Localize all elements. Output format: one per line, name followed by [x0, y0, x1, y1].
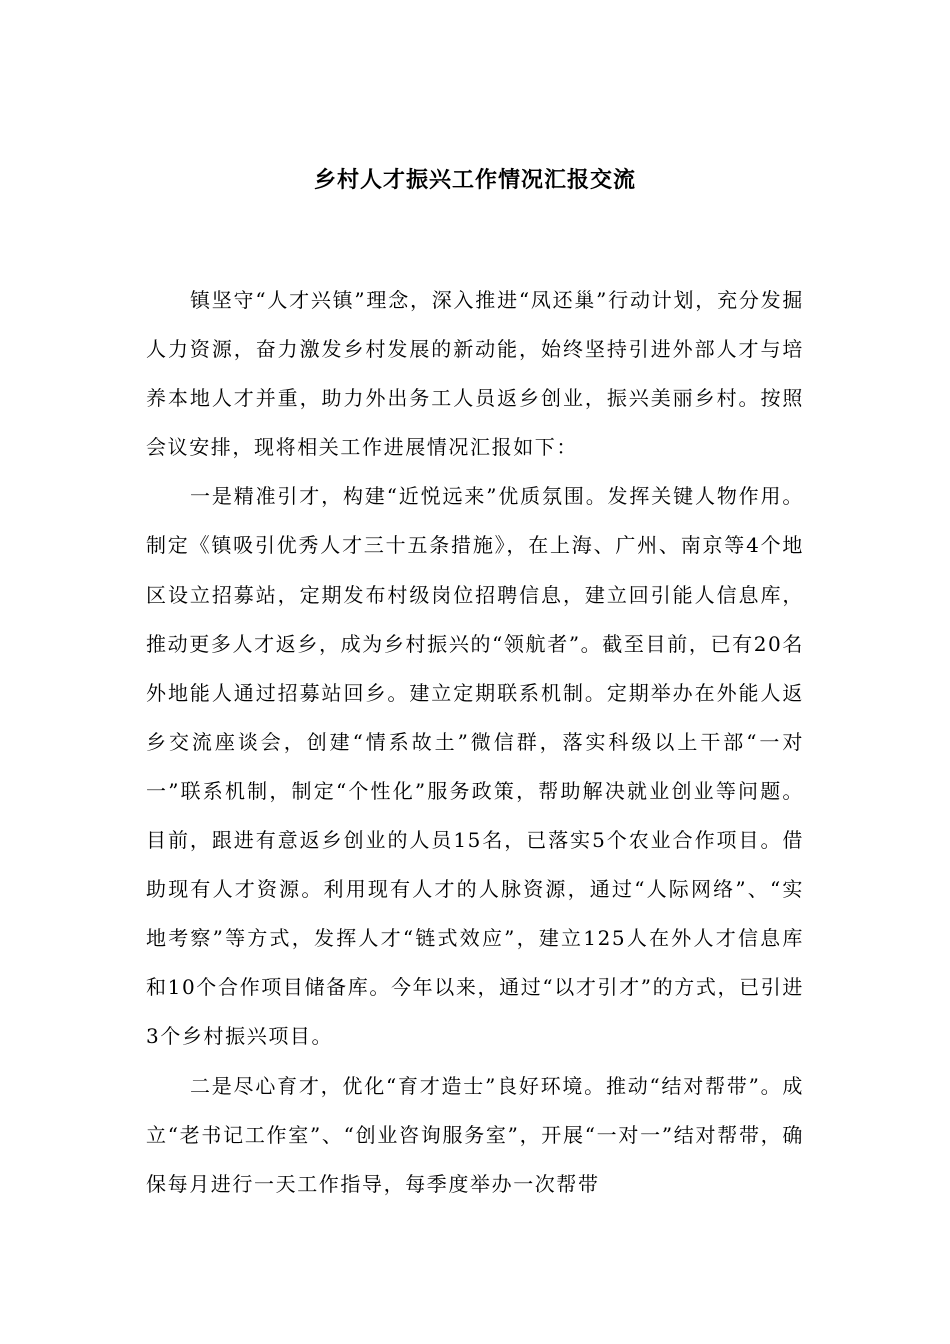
intro-paragraph: 镇坚守“人才兴镇”理念，深入推进“凤还巢”行动计划，充分发掘人力资源，奋力激发乡村发展的新动能，始终坚持引进外部人才与培养本地人才并重，助力外出务工人员返乡创业，振兴美丽乡村。按照会议安排，现将相关工作进展情况汇报如下：	[146, 288, 804, 460]
section-one-paragraph: 一是精准引才，构建“近悦远来”优质氛围。发挥关键人物作用。制定《镇吸引优秀人才三十五条措施》，在上海、广州、南京等4个地区设立招募站，定期发布村级岗位招聘信息，建立回引能人信息库，推动更多人才返乡，成为乡村振兴的“领航者”。截至目前，已有20名外地能人通过招募站回乡。建立定期联系机制。定期举办在外能人返乡交流座谈会，创建“情系故土”微信群，落实科级以上干部“一对一”联系机制，制定“个性化”服务政策，帮助解决就业创业等问题。目前，跟进有意返乡创业的人员15名，已落实5个农业合作项目。借助现有人才资源。利用现有人才的人脉资源，通过“人际网络”、“实地考察”等方式，发挥人才“链式效应”，建立125人在外人才信息库和10个合作项目储备库。今年以来，通过“以才引才”的方式，已引进3个乡村振兴项目。	[146, 484, 804, 1049]
document-title: 乡村人才振兴工作情况汇报交流	[313, 167, 636, 193]
section-two-paragraph: 二是尽心育才，优化“育才造士”良好环境。推动“结对帮带”。成立“老书记工作室”、“创业咨询服务室”，开展“一对一”结对帮带，确保每月进行一天工作指导，每季度举办一次帮带	[146, 1073, 804, 1196]
document-body	[146, 276, 804, 1209]
